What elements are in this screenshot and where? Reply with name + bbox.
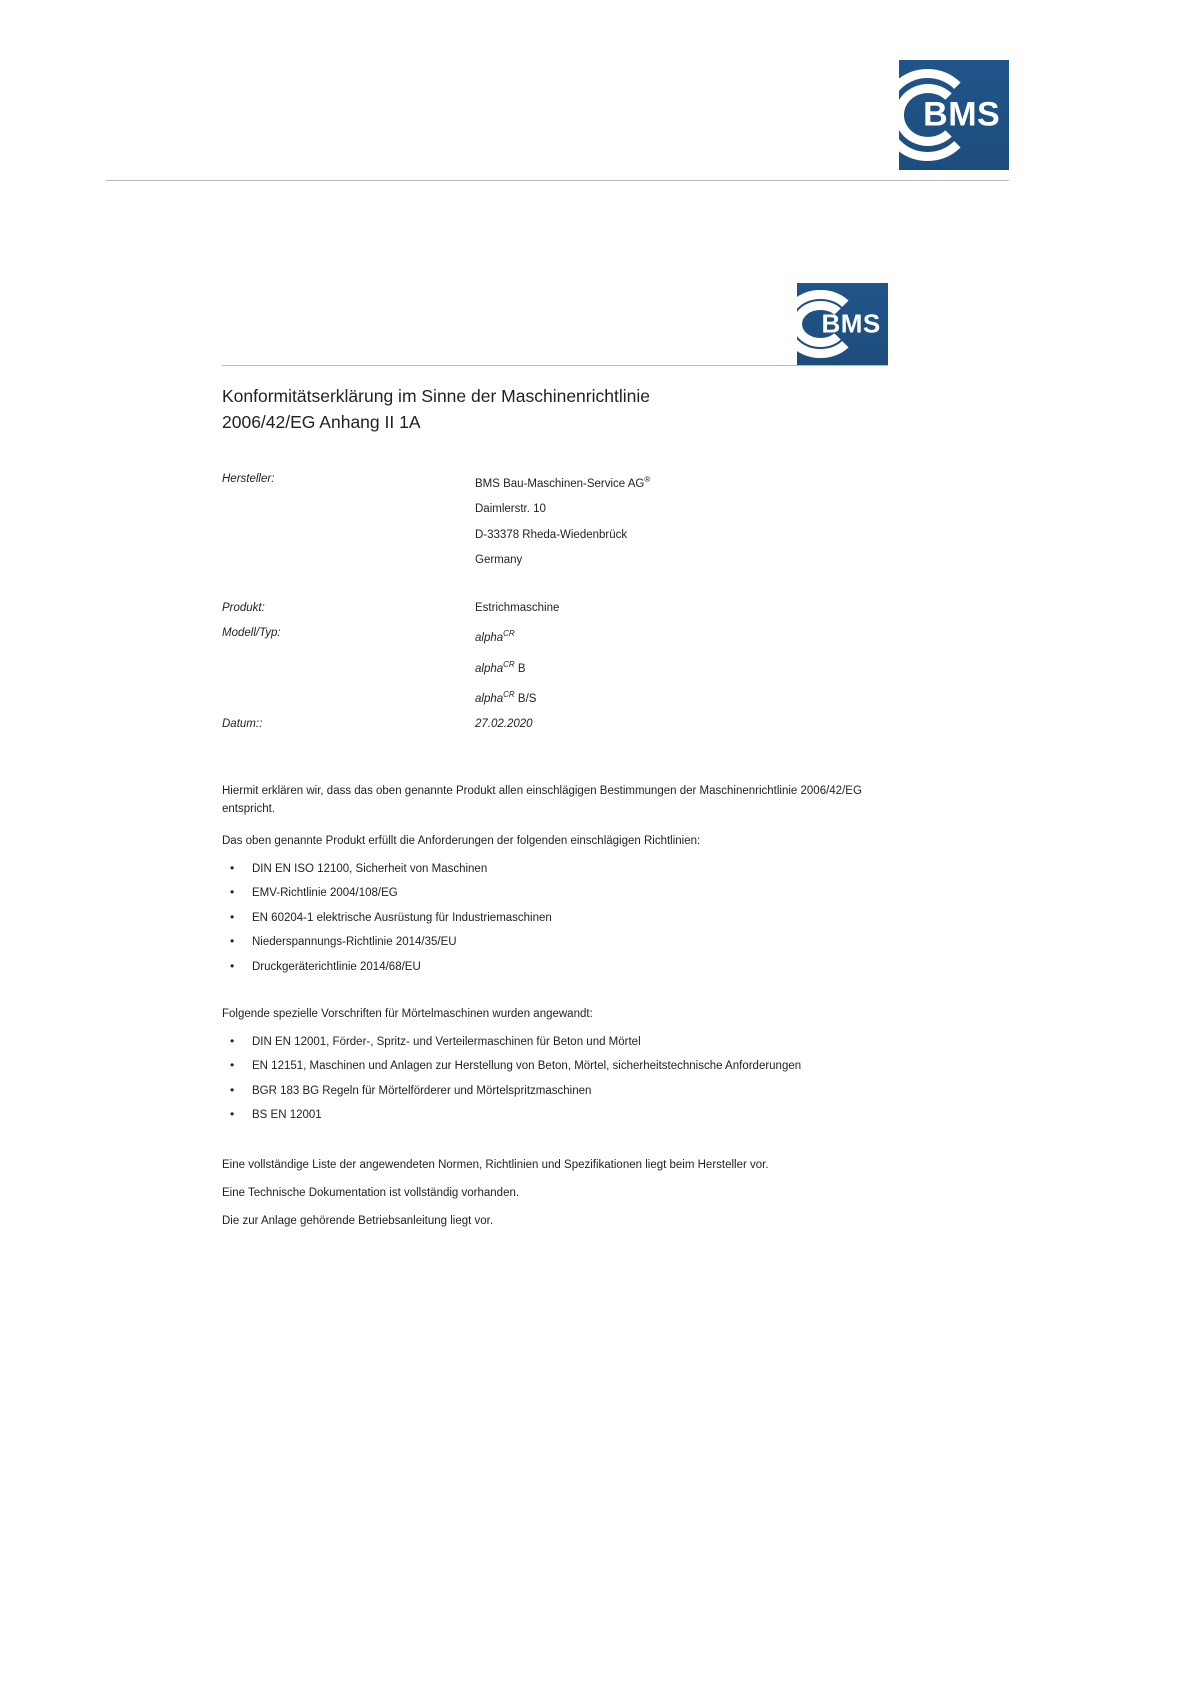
- page-title: [222, 383, 902, 435]
- list-item: • EMV-Richtlinie 2004/108/EG: [222, 886, 902, 901]
- manufacturer-city-row: [222, 523, 902, 549]
- model-row-3: [222, 682, 902, 712]
- closing-line-3: Die zur Anlage gehörende Betriebsanleitung liegt vor.: [222, 1215, 494, 1228]
- directives-list: [222, 862, 902, 975]
- page-title-line2: 2006/42/EG Anhang II 1A: [222, 412, 421, 432]
- list-item: • BS EN 12001: [222, 1108, 902, 1123]
- date-label: Datum::: [222, 718, 263, 731]
- product-label: Produkt:: [222, 601, 265, 614]
- declaration-paragraph: Hiermit erklären wir, dass das oben genannte Produkt allen einschlägigen Bestimmungen der Maschinenrichtlinie 2006/42/EG entspricht.: [222, 784, 862, 815]
- list-item: • DIN EN ISO 12100, Sicherheit von Maschinen: [222, 862, 902, 877]
- manufacturer-street: Daimlerstr. 10: [475, 503, 546, 516]
- logo-wordmark: BMS: [923, 95, 1001, 134]
- list-item: • EN 60204-1 elektrische Ausrüstung für Industriemaschinen: [222, 911, 902, 926]
- manufacturer-country: Germany: [475, 554, 523, 567]
- page-title-line1: Konformitätserklärung im Sinne der Maschinenrichtlinie: [222, 386, 650, 406]
- logo-box: [899, 60, 1009, 170]
- date-value: 27.02.2020: [475, 718, 533, 731]
- document-body: [222, 383, 902, 1241]
- model-value-2: [475, 652, 902, 682]
- spacer-label: [222, 497, 475, 523]
- model-row-2: [222, 652, 902, 682]
- manufacturer-block: [222, 467, 902, 574]
- manufacturer-row: [222, 467, 902, 497]
- manufacturer-city: D-33378 Rheda-Wiedenbrück: [475, 528, 628, 541]
- model-suffix-3: B/S: [517, 692, 537, 705]
- model-sup-2: CR: [503, 659, 515, 669]
- directives-intro: Das oben genannte Produkt erfüllt die Anforderungen der folgenden einschlägigen Richtlinien:: [222, 834, 701, 847]
- special-rules-list: [222, 1035, 902, 1124]
- date-row: [222, 712, 902, 738]
- spacer-label: [222, 682, 475, 712]
- spacer-label: [222, 523, 475, 549]
- model-sup-3: CR: [503, 689, 515, 699]
- closing-line-1: Eine vollständige Liste der angewendeten Normen, Richtlinien und Spezifikationen liegt beim Hersteller vor.: [222, 1159, 769, 1172]
- spacer-label: [222, 548, 475, 574]
- model-value-3: [475, 682, 902, 712]
- list-item: • Niederspannungs-Richtlinie 2014/35/EU: [222, 935, 902, 950]
- product-row: [222, 596, 902, 622]
- manufacturer-street-row: [222, 497, 902, 523]
- product-block: [222, 596, 902, 738]
- header-divider: [106, 180, 1009, 181]
- list-item: • Druckgeräterichtlinie 2014/68/EU: [222, 960, 902, 975]
- model-suffix-2: B: [517, 662, 526, 675]
- document-title-divider: [222, 365, 888, 366]
- logo-wordmark: BMS: [821, 308, 881, 339]
- document-brand-logo: [797, 283, 888, 365]
- special-rules-intro: Folgende spezielle Vorschriften für Mörtelmaschinen wurden angewandt:: [222, 1007, 593, 1020]
- manufacturer-label: Hersteller:: [222, 473, 275, 485]
- registered-mark: ®: [644, 475, 651, 484]
- model-name-1: alpha: [475, 632, 504, 645]
- model-sup-1: CR: [503, 629, 515, 639]
- model-row: [222, 621, 902, 651]
- model-name-2: alpha: [475, 662, 504, 675]
- spacer-label: [222, 652, 475, 682]
- model-label: Modell/Typ:: [222, 627, 281, 640]
- closing-statements: [222, 1157, 902, 1229]
- closing-line-2: Eine Technische Dokumentation ist vollständig vorhanden.: [222, 1187, 520, 1200]
- manufacturer-name-text: BMS Bau-Maschinen-Service AG: [475, 477, 645, 490]
- manufacturer-name: [475, 467, 902, 497]
- product-value: Estrichmaschine: [475, 601, 560, 614]
- logo-box: [797, 283, 888, 365]
- list-item: • EN 12151, Maschinen und Anlagen zur Herstellung von Beton, Mörtel, sicherheitstechnische Anforderungen: [222, 1059, 902, 1074]
- model-value-1: [475, 621, 902, 651]
- list-item: • BGR 183 BG Regeln für Mörtelförderer und Mörtelspritzmaschinen: [222, 1084, 902, 1099]
- list-item: • DIN EN 12001, Förder-, Spritz- und Verteilermaschinen für Beton und Mörtel: [222, 1035, 902, 1050]
- model-name-3: alpha: [475, 692, 504, 705]
- manufacturer-country-row: [222, 548, 902, 574]
- header-brand-logo: [899, 60, 1009, 170]
